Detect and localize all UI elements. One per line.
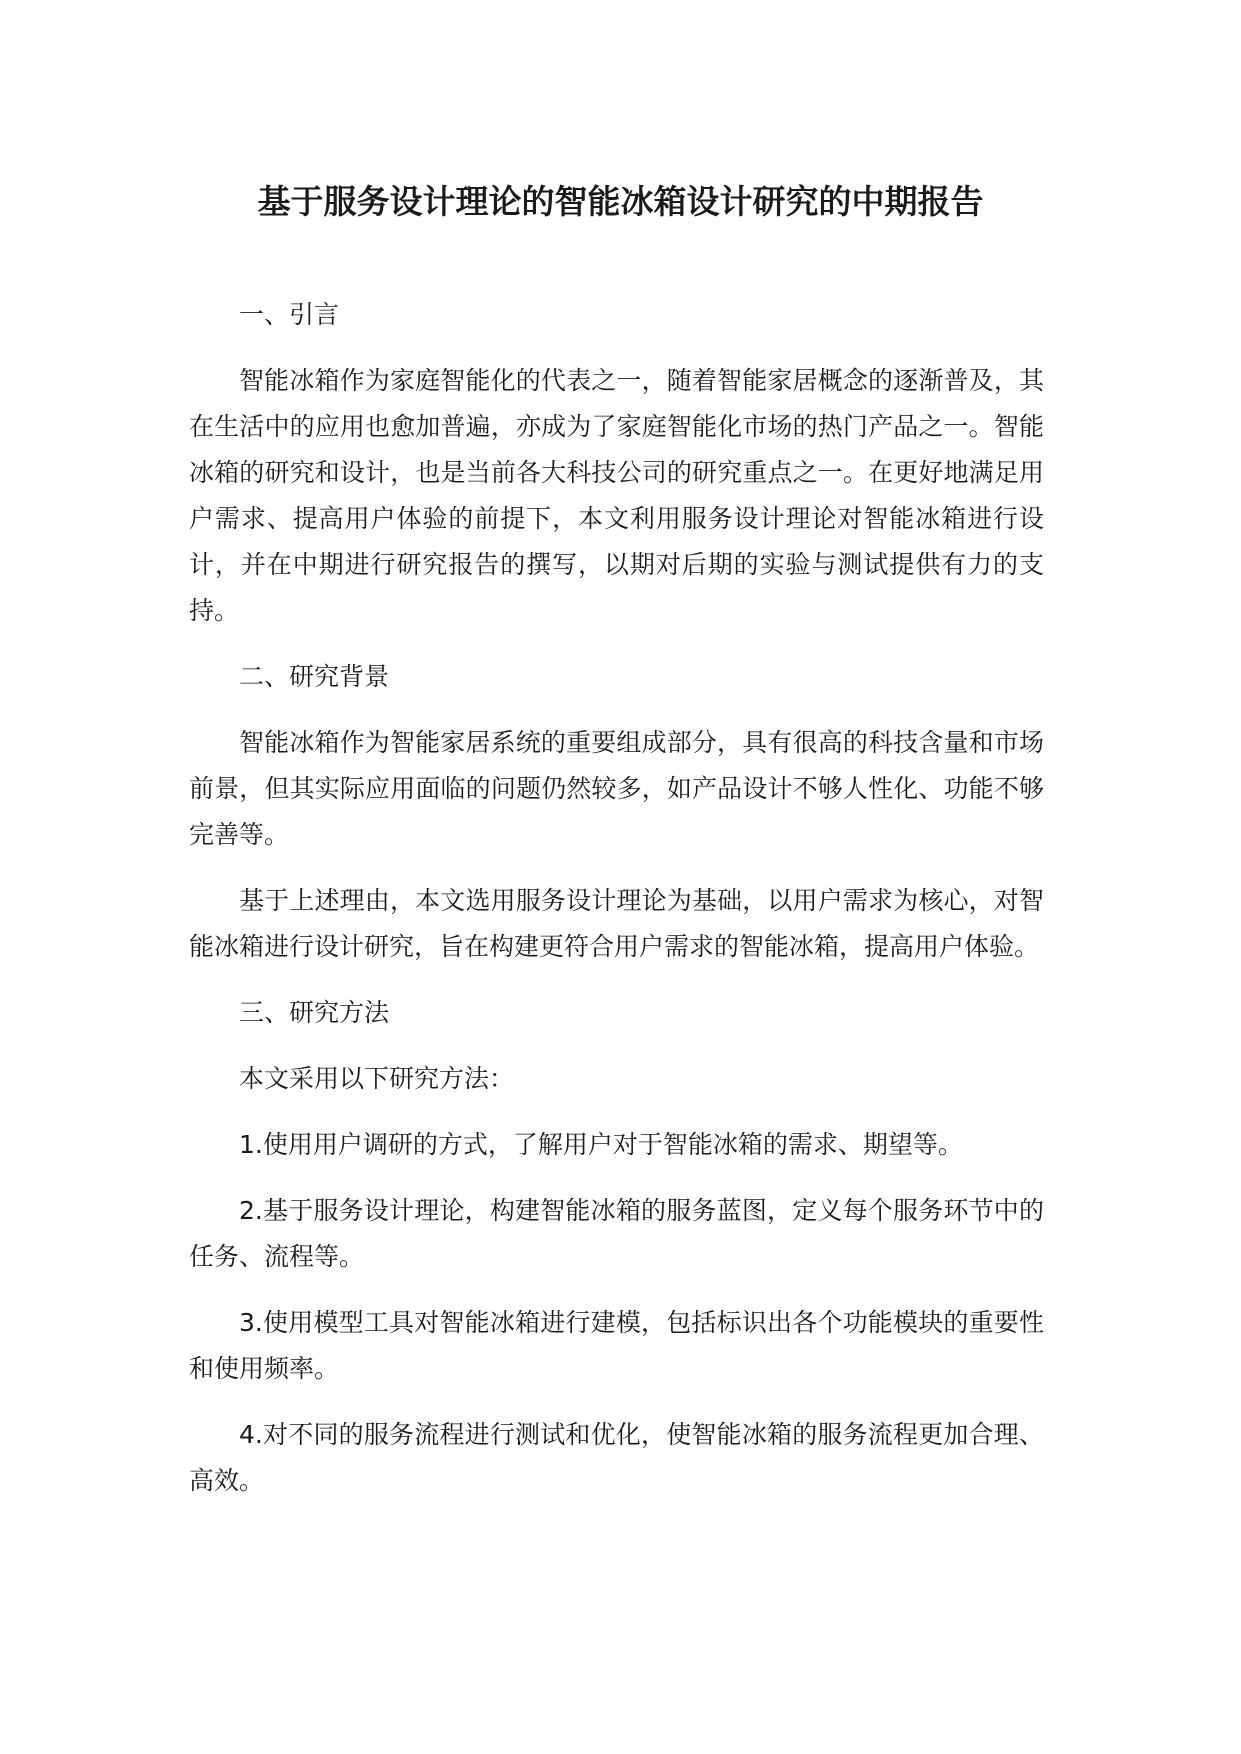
paragraph-introduction: 智能冰箱作为家庭智能化的代表之一，随着智能家居概念的逐渐普及，其在生活中的应用也愈加普遍，亦成为了家庭智能化市场的热门产品之一。智能冰箱的研究和设计，也是当前各大科技公司的研究重点之一。在更好地满足用户需求、提高用户体验的前提下，本文利用服务设计理论对智能冰箱进行设计，并在中期进行研究报告的撰写，以期对后期的实验与测试提供有力的支持。 — [189, 366, 1044, 625]
document-body — [189, 292, 1044, 1524]
method-item-3: 3.使用模型工具对智能冰箱进行建模，包括标识出各个功能模块的重要性和使用频率。 — [189, 1308, 1044, 1383]
document-title: 基于服务设计理论的智能冰箱设计研究的中期报告 — [257, 182, 984, 221]
method-item-2: 2.基于服务设计理论，构建智能冰箱的服务蓝图，定义每个服务环节中的任务、流程等。 — [189, 1196, 1044, 1271]
paragraph-background-1: 智能冰箱作为智能家居系统的重要组成部分，具有很高的科技含量和市场前景，但其实际应用面临的问题仍然较多，如产品设计不够人性化、功能不够完善等。 — [189, 728, 1044, 849]
method-item-1: 1.使用用户调研的方式，了解用户对于智能冰箱的需求、期望等。 — [239, 1130, 963, 1159]
section-heading-introduction: 一、引言 — [239, 300, 340, 329]
paragraph-background-2: 基于上述理由，本文选用服务设计理论为基础，以用户需求为核心，对智能冰箱进行设计研究，旨在构建更符合用户需求的智能冰箱，提高用户体验。 — [189, 886, 1044, 961]
section-heading-background: 二、研究背景 — [239, 662, 390, 691]
method-item-4: 4.对不同的服务流程进行测试和优化，使智能冰箱的服务流程更加合理、高效。 — [189, 1420, 1044, 1495]
paragraph-methods-intro: 本文采用以下研究方法： — [239, 1064, 515, 1093]
section-heading-methods: 三、研究方法 — [239, 998, 390, 1027]
